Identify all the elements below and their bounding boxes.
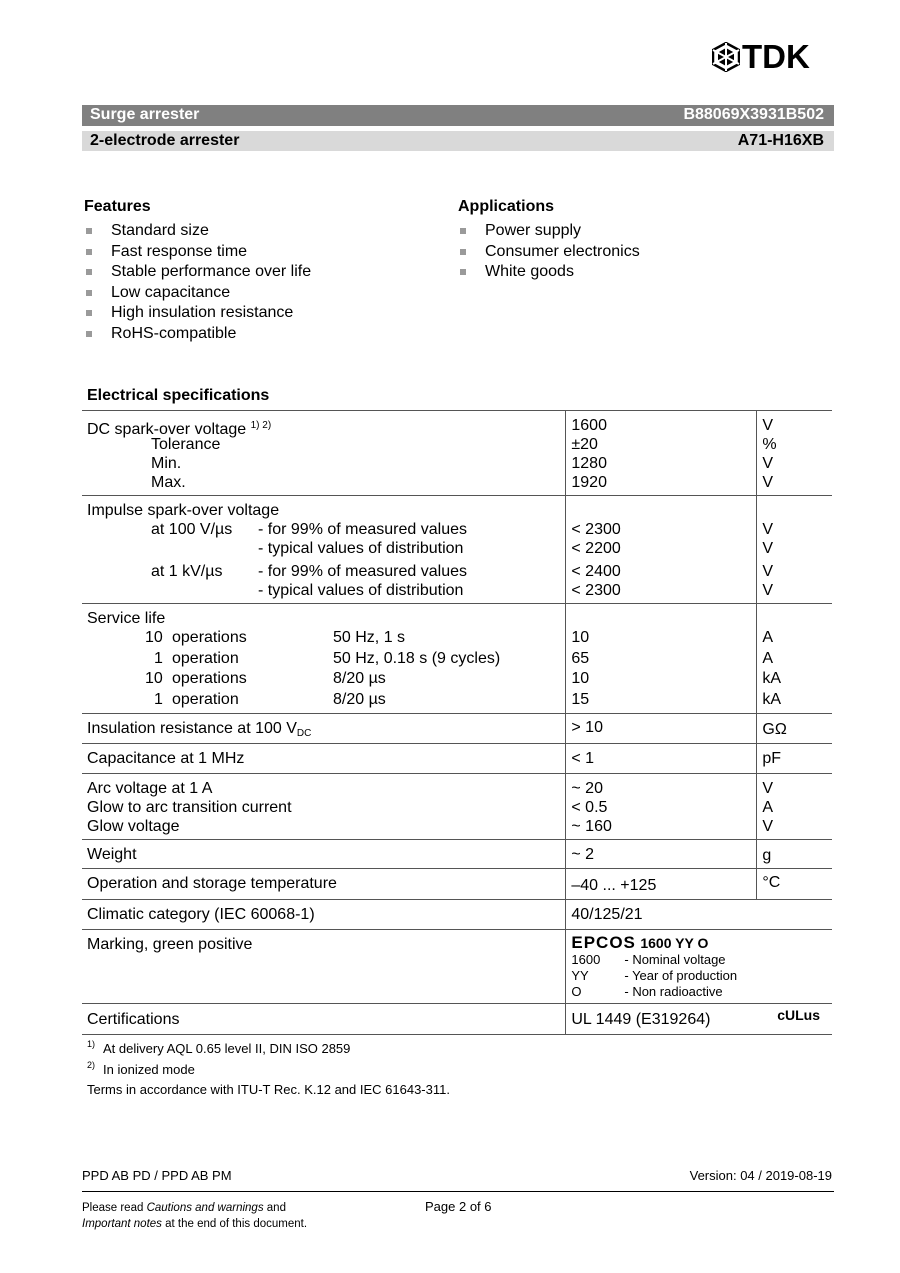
bullet-icon [86, 249, 92, 255]
list-item: Stable performance over life [84, 262, 311, 283]
ordering-code: A71-H16XB [737, 132, 824, 149]
tdk-emblem-icon [712, 42, 740, 72]
footer-dept: PPD AB PD / PPD AB PM [82, 1168, 232, 1183]
table-row: Marking, green positive EPCOS 1600 YY O 1600 - Nominal voltage YY - Year of production O - Non radioactive [82, 930, 832, 1004]
footer-divider [82, 1191, 834, 1192]
bullet-icon [460, 228, 466, 234]
table-row: Certifications UL 1449 (E319264) cULus [82, 1004, 832, 1035]
product-title-bar [82, 105, 834, 126]
applications-section [458, 198, 640, 283]
list-item: Standard size [84, 221, 311, 242]
list-item: Low capacitance [84, 283, 311, 304]
spec-table [82, 410, 832, 1035]
features-title: Features [84, 198, 151, 215]
product-subtitle-bar [82, 131, 834, 151]
table-row: Insulation resistance at 100 $V_{DC}$ > 10 GΩ [82, 714, 832, 744]
product-subtype: 2-electrode arrester [90, 132, 240, 149]
applications-list [458, 221, 640, 283]
footer-version: Version: 04 / 2019-08-19 [689, 1168, 832, 1183]
table-row: Impulse spark-over voltage at 100 V/µs - for 99% of measured values - typical values of distribution at 1 kV/µs - for 99% of measured values - typical values of distribution < 2300 < 2200 < 2400 < 2300 V V V V [82, 496, 832, 604]
bullet-icon [86, 290, 92, 296]
bullet-icon [460, 249, 466, 255]
list-item: White goods [458, 262, 640, 283]
bullet-icon [86, 310, 92, 316]
specs-title: Electrical specifications [87, 387, 270, 404]
table-row: Arc voltage at 1 A Glow to arc transition current Glow voltage ~ 20 < 0.5 ~ 160 V A V [82, 774, 832, 840]
logo-text: TDK [742, 38, 810, 75]
list-item: RoHS-compatible [84, 324, 311, 345]
part-number: B88069X3931B502 [683, 106, 824, 123]
applications-title: Applications [458, 198, 555, 215]
features-list [84, 221, 311, 345]
list-item: High insulation resistance [84, 303, 311, 324]
tdk-logo [712, 40, 836, 74]
bullet-icon [86, 269, 92, 275]
bullet-icon [460, 269, 466, 275]
footer-note: Please read Cautions and warnings and Important notes at the end of this document. [82, 1202, 308, 1230]
list-item: Consumer electronics [458, 242, 640, 263]
ul-certification-icon: cULus [777, 1007, 820, 1023]
features-section [84, 198, 311, 345]
page-number: Page 2 of 6 [425, 1199, 492, 1214]
product-type: Surge arrester [90, 106, 200, 123]
table-row: DC spark-over voltage $^{1) 2)}$ Tolerance Min. Max. 1600 ±20 1280 1920 V % V V [82, 411, 832, 496]
bullet-icon [86, 228, 92, 234]
footnotes: $^{1)}$ At delivery AQL 0.65 level II, DIN ISO 2859 $^{2)}$ In ionized mode Terms in accordance with ITU-T Rec. K.12 and IEC 61643-311. [87, 1039, 450, 1097]
table-row: Weight ~ 2 g [82, 840, 832, 869]
table-row: Service life 10 operations 50 Hz, 1 s 1 operation 50 Hz, 0.18 s (9 cycles) 10 operations 8/20 µs 1 operation 8/20 µs 10 65 10 15 A A kA kA [82, 604, 832, 714]
list-item: Fast response time [84, 242, 311, 263]
epcos-brand: EPCOS [571, 933, 636, 952]
table-row: Capacitance at 1 MHz < 1 pF [82, 744, 832, 774]
table-row: Operation and storage temperature –40 ... +125 °C [82, 869, 832, 900]
list-item: Power supply [458, 221, 640, 242]
bullet-icon [86, 331, 92, 337]
table-row: Climatic category (IEC 60068-1) 40/125/21 [82, 900, 832, 930]
